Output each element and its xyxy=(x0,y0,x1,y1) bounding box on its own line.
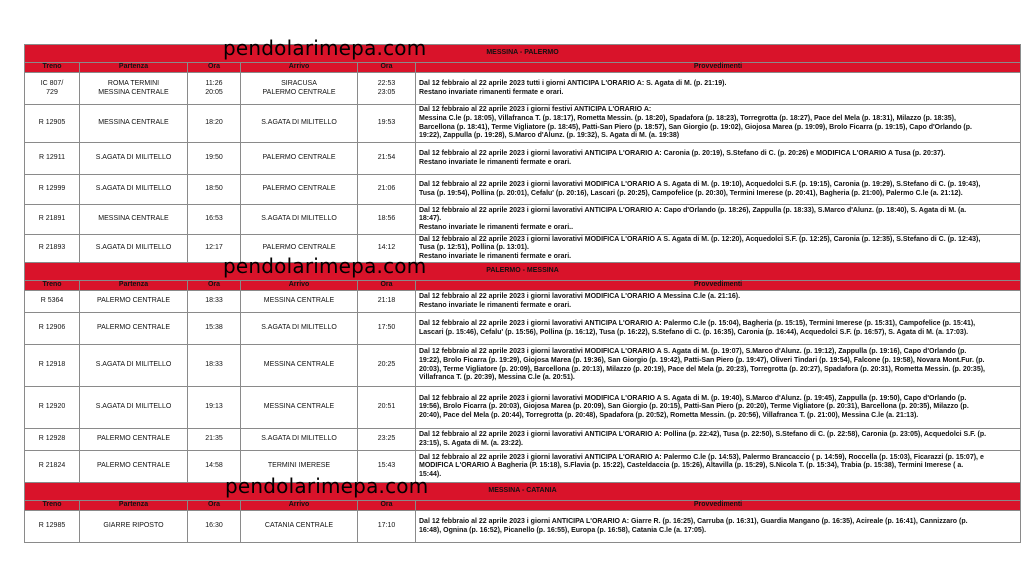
departure-time-cell xyxy=(188,73,241,105)
departure-station-cell xyxy=(80,235,188,263)
table-row xyxy=(25,429,1021,451)
train-number-cell xyxy=(25,451,80,483)
measures-cell xyxy=(416,387,1021,429)
column-header-treno: Treno xyxy=(25,281,80,291)
cell-line: 12:17 xyxy=(205,244,223,252)
cell-line: R 21893 xyxy=(38,244,66,252)
cell-line: 17:10 xyxy=(377,522,396,530)
cell-line: 23:15), S. Agata di M. (a. 23:22). xyxy=(419,439,523,447)
table-row xyxy=(25,105,1021,143)
departure-station-cell xyxy=(80,313,188,345)
column-header-arrivo: Arrivo xyxy=(241,501,358,511)
cell-line: Restano invariate le rimanenti fermate e orari. xyxy=(419,301,572,309)
train-number-cell xyxy=(25,313,80,345)
arrival-station-cell xyxy=(241,387,358,429)
cell-line: Restano invariate le rimanenti fermate e orari.. xyxy=(419,223,574,231)
arrival-station-cell xyxy=(241,205,358,235)
cell-line: R 12928 xyxy=(38,435,66,443)
measures-cell xyxy=(416,175,1021,205)
cell-line: Dal 12 febbraio al 22 aprile 2023 i giorni lavorativi ANTICIPA L'ORARIO A: Palermo C.le (p. 14:53), Palermo Brancaccio ( p. 14:59), Roccella (p. 15:03), Ficarazzi (p. 15:07), e xyxy=(419,453,984,461)
measures-cell xyxy=(416,313,1021,345)
cell-line: MODIFICA L'ORARIO A Bagheria (P. 15:18), S.Flavia (p. 15:22), Casteldaccia (p. 15:26), Altavilla (p. 15:29), S.Nicola T. (p. 15:34), Trabia (p. 15:38), Termini Imerese ( a. xyxy=(419,462,964,470)
train-number-cell xyxy=(25,205,80,235)
cell-line: S.AGATA DI MILITELLO xyxy=(95,361,172,369)
arrival-station-cell xyxy=(241,313,358,345)
cell-line: S.AGATA DI MILITELLO xyxy=(95,154,172,162)
measures-cell xyxy=(416,451,1021,483)
watermark: pendolarimepa.com xyxy=(225,474,429,498)
measures-cell xyxy=(416,105,1021,143)
cell-line: 18:47). xyxy=(419,215,442,223)
cell-line: PALERMO CENTRALE xyxy=(97,462,170,470)
train-number-cell xyxy=(25,175,80,205)
column-header-provvedimenti: Provvedimenti xyxy=(416,501,1021,511)
cell-line: R 5364 xyxy=(40,297,64,305)
cell-line: 729 xyxy=(46,88,58,96)
departure-station-cell xyxy=(80,511,188,543)
cell-line: MESSINA CENTRALE xyxy=(263,297,335,305)
cell-line: Dal 12 febbraio al 22 aprile 2023 i giorni festivi ANTICIPA L'ORARIO A: xyxy=(419,106,652,114)
departure-station-cell xyxy=(80,291,188,313)
cell-line: 19:50 xyxy=(205,154,223,162)
timetable-sheet xyxy=(24,36,1020,543)
column-header-row xyxy=(25,63,1021,73)
cell-line: Dal 12 febbraio al 22 aprile 2023 i giorni lavorativi MODIFICA L'ORARIO A Messina C.le (a. 21:16). xyxy=(419,292,741,300)
cell-line: 11:26 xyxy=(205,79,223,87)
cell-line: PALERMO CENTRALE xyxy=(262,154,336,162)
departure-station-cell xyxy=(80,73,188,105)
cell-line: R 21891 xyxy=(38,215,66,223)
cell-line: 19:53 xyxy=(377,119,396,127)
watermark: pendolarimepa.com xyxy=(223,254,427,278)
cell-line: PALERMO CENTRALE xyxy=(262,185,336,193)
arrival-time-cell xyxy=(358,429,416,451)
departure-station-cell xyxy=(80,451,188,483)
cell-line: MESSINA CENTRALE xyxy=(263,403,335,411)
train-number-cell xyxy=(25,105,80,143)
table-row xyxy=(25,511,1021,543)
cell-line: R 12906 xyxy=(38,324,66,332)
departure-station-cell xyxy=(80,105,188,143)
cell-line: PALERMO CENTRALE xyxy=(262,88,336,96)
cell-line: Dal 12 febbraio al 22 aprile 2023 i giorni lavorativi MODIFICA L'ORARIO A S. Agata di M. (p. 12:20), Acquedolci S.F. (p. 12:25), Caronia (p. 12:35), S.Stefano di C. (p. 12:43), xyxy=(419,235,981,243)
train-number-cell xyxy=(25,429,80,451)
cell-line: SIRACUSA xyxy=(281,79,317,87)
arrival-station-cell xyxy=(241,429,358,451)
arrival-time-cell xyxy=(358,175,416,205)
section-title: MESSINA - PALERMO xyxy=(486,49,559,57)
departure-station-cell xyxy=(80,387,188,429)
cell-line: S.AGATA DI MILITELLO xyxy=(95,185,172,193)
watermark: pendolarimepa.com xyxy=(223,36,427,60)
cell-line: Dal 12 febbraio al 22 aprile 2023 tutti i giorni ANTICIPA L'ORARIO A: S. Agata di M. (p. 21:19). xyxy=(419,79,727,87)
cell-line: Barcellona (p. 18:41), Terme Vigliatore (p. 18:45), Patti-San Piero (p. 18:57), San Giorgio (p. 19:02), Giojosa Marea (p. 19:09), Brolo Ficarra (p. 19:15), Capo d'Orlando (p. xyxy=(419,123,972,131)
arrival-time-cell xyxy=(358,205,416,235)
departure-time-cell xyxy=(188,345,241,387)
cell-line: 15:43 xyxy=(377,462,396,470)
cell-line: Dal 12 febbraio al 22 aprile 2023 i giorni lavorativi ANTICIPA L'ORARIO A: Caronia (p. 20:19), S.Stefano di C. (p. 20:26) e MODIFICA L'ORARIO A Tusa (p. 20:37). xyxy=(419,149,946,157)
cell-line: 19:56), Brolo Ficarra (p. 20:03), Giojosa Marea (p. 20:09), San Giorgio (p. 20:15), Patti-San Piero (p. 20:20), Terme Vigliatore (p. 20:31), Barcellona (p. 20:35), Milazzo (p. xyxy=(419,403,969,411)
cell-line: PALERMO CENTRALE xyxy=(97,297,170,305)
cell-line: Dal 12 febbraio al 22 aprile 2023 i giorni lavorativi ANTICIPA L'ORARIO A: Capo d'Orlando (p. 18:26), Zappulla (p. 18:33), S.Marco d'Alunz. (p. 18:40), S. Agata di M. (a. xyxy=(419,206,967,214)
cell-line: 16:48), Ognina (p. 16:52), Picanello (p. 16:55), Europa (p. 16:58), Catania C.le (a. 17:05). xyxy=(419,526,707,534)
cell-line: 18:20 xyxy=(205,119,223,127)
train-number-cell xyxy=(25,143,80,175)
cell-line: R 12905 xyxy=(38,119,66,127)
cell-line: Dal 12 febbraio al 22 aprile 2023 i giorni lavorativi ANTICIPA L'ORARIO A: Pollina (p. 22:42), Tusa (p. 22:50), S.Stefano di C. (p. 22:58), Caronia (p. 23:05), Acquedolci S.F. (p. xyxy=(419,430,987,438)
column-header-row xyxy=(25,501,1021,511)
departure-time-cell xyxy=(188,313,241,345)
arrival-time-cell xyxy=(358,143,416,175)
cell-line: PALERMO CENTRALE xyxy=(262,244,336,252)
measures-cell xyxy=(416,291,1021,313)
cell-line: IC 807/ xyxy=(40,79,64,87)
departure-time-cell xyxy=(188,291,241,313)
arrival-station-cell xyxy=(241,345,358,387)
arrival-time-cell xyxy=(358,73,416,105)
cell-line: ROMA TERMINI xyxy=(107,79,160,87)
train-number-cell xyxy=(25,511,80,543)
cell-line: Tusa (p. 19:54), Pollina (p. 20:01), Cefalu' (p. 20:16), Lascari (p. 20:25), Campofelice (p. 20:30), Termini Imerese (p. 20:41), Bagheria (p. 21:00), Palermo C.le (a. 21:12). xyxy=(419,189,963,197)
measures-cell xyxy=(416,205,1021,235)
cell-line: PALERMO CENTRALE xyxy=(97,435,170,443)
cell-line: R 12985 xyxy=(38,522,66,530)
cell-line: 14:12 xyxy=(377,244,396,252)
column-header-ora: Ora xyxy=(188,281,241,291)
cell-line: PALERMO CENTRALE xyxy=(97,324,170,332)
train-number-cell xyxy=(25,345,80,387)
column-header-provvedimenti: Provvedimenti xyxy=(416,281,1021,291)
measures-cell xyxy=(416,73,1021,105)
column-header-arrivo: Arrivo xyxy=(241,281,358,291)
arrival-station-cell xyxy=(241,143,358,175)
departure-time-cell xyxy=(188,105,241,143)
cell-line: Restano invariate le rimanenti fermate e orari. xyxy=(419,252,572,260)
cell-line: S.AGATA DI MILITELLO xyxy=(95,244,172,252)
table-row xyxy=(25,387,1021,429)
cell-line: 15:38 xyxy=(205,324,223,332)
train-number-cell xyxy=(25,235,80,263)
cell-line: Dal 12 febbraio al 22 aprile 2023 i giorni lavorativi ANTICIPA L'ORARIO A: Palermo C.le (p. 15:04), Bagheria (p. 15:15), Termini Imerese (p. 15:31), Campofelice (p. 15:41), xyxy=(419,319,976,327)
cell-line: MESSINA CENTRALE xyxy=(98,88,169,96)
table-row xyxy=(25,451,1021,483)
cell-line: 18:33 xyxy=(205,361,223,369)
cell-line: 15:44). xyxy=(419,470,442,478)
cell-line: 18:50 xyxy=(205,185,223,193)
cell-line: 20:05 xyxy=(205,88,223,96)
table-row xyxy=(25,345,1021,387)
train-number-cell xyxy=(25,387,80,429)
arrival-time-cell xyxy=(358,291,416,313)
cell-line: 21:35 xyxy=(205,435,223,443)
arrival-time-cell xyxy=(358,511,416,543)
section-title-cell xyxy=(25,36,1021,63)
measures-cell xyxy=(416,429,1021,451)
arrival-time-cell xyxy=(358,345,416,387)
timetable xyxy=(24,36,1021,543)
cell-line: Dal 12 febbraio al 22 aprile 2023 i giorni lavorativi MODIFICA L'ORARIO A S. Agata di M. (p. 19:07), S.Marco d'Alunz. (p. 19:12), Zappulla (p. 19:16), Capo d'Orlando (p. xyxy=(419,348,967,356)
measures-cell xyxy=(416,511,1021,543)
cell-line: Dal 12 febbraio al 22 aprile 2023 i giorni lavorativi MODIFICA L'ORARIO A S. Agata di M. (p. 19:40), S.Marco d'Alunz. (p. 19:45), Zappulla (p. 19:50), Capo d'Orlando (p. xyxy=(419,394,967,402)
arrival-station-cell xyxy=(241,73,358,105)
cell-line: 21:54 xyxy=(377,154,396,162)
column-header-ora2: Ora xyxy=(358,281,416,291)
departure-time-cell xyxy=(188,511,241,543)
cell-line: 14:58 xyxy=(205,462,223,470)
cell-line: R 12918 xyxy=(38,361,66,369)
departure-station-cell xyxy=(80,143,188,175)
cell-line: Villafranca T. (p. 20:39), Messina C.le (a. 20:51). xyxy=(419,374,575,382)
cell-line: 20:51 xyxy=(377,403,396,411)
cell-line: CATANIA CENTRALE xyxy=(264,522,334,530)
cell-line: Restano invariate le rimanenti fermate e orari. xyxy=(419,158,572,166)
column-header-treno: Treno xyxy=(25,501,80,511)
section-title: PALERMO - MESSINA xyxy=(486,267,559,275)
table-row xyxy=(25,291,1021,313)
cell-line: Messina C.le (p. 18:05), Villafranca T. (p. 18:17), Rometta Messin. (p. 18:20), Spadafora (p. 18:23), Torregrotta (p. 18:27), Pace del Mela (p. 18:31), Milazzo (p. 18:35), xyxy=(419,114,956,122)
departure-time-cell xyxy=(188,205,241,235)
cell-line: S.AGATA DI MILITELLO xyxy=(261,215,337,223)
column-header-treno: Treno xyxy=(25,63,80,73)
departure-time-cell xyxy=(188,387,241,429)
column-header-ora2: Ora xyxy=(358,501,416,511)
column-header-ora: Ora xyxy=(188,501,241,511)
table-row xyxy=(25,235,1021,263)
cell-line: 20:25 xyxy=(377,361,396,369)
cell-line: 18:56 xyxy=(377,215,396,223)
arrival-station-cell xyxy=(241,511,358,543)
measures-cell xyxy=(416,143,1021,175)
section-title: MESSINA - CATANIA xyxy=(488,487,557,495)
cell-line: 23:05 xyxy=(377,88,396,96)
cell-line: MESSINA CENTRALE xyxy=(98,119,169,127)
departure-station-cell xyxy=(80,429,188,451)
measures-cell xyxy=(416,345,1021,387)
cell-line: Tusa (p. 12:51), Pollina (p. 13:01). xyxy=(419,244,529,252)
cell-line: S.AGATA DI MILITELLO xyxy=(95,403,172,411)
table-row xyxy=(25,175,1021,205)
cell-line: S.AGATA DI MILITELLO xyxy=(261,119,337,127)
arrival-time-cell xyxy=(358,105,416,143)
departure-time-cell xyxy=(188,143,241,175)
train-number-cell xyxy=(25,291,80,313)
cell-line: 23:25 xyxy=(377,435,396,443)
cell-line: Dal 12 febbraio al 22 aprile 2023 i giorni ANTICIPA L'ORARIO A: Giarre R. (p. 16:25), Carruba (p. 16:31), Guardia Mangano (p. 16:35), Acireale (p. 16:41), Cannizzaro (p. xyxy=(419,517,968,525)
table-row xyxy=(25,205,1021,235)
cell-line: Dal 12 febbraio al 22 aprile 2023 i giorni lavorativi MODIFICA L'ORARIO A S. Agata di M. (p. 19:10), Acquedolci S.F. (p. 19:15), Caronia (p. 19:29), S.Stefano di C. (p. 19:43), xyxy=(419,180,981,188)
cell-line: 18:33 xyxy=(205,297,223,305)
section-title-row xyxy=(25,45,1021,63)
arrival-time-cell xyxy=(358,387,416,429)
column-header-ora2: Ora xyxy=(358,63,416,73)
cell-line: 22:53 xyxy=(377,79,396,87)
cell-line: S.AGATA DI MILITELLO xyxy=(261,435,337,443)
cell-line: TERMINI IMERESE xyxy=(267,462,331,470)
departure-time-cell xyxy=(188,175,241,205)
column-header-partenza: Partenza xyxy=(80,281,188,291)
arrival-station-cell xyxy=(241,291,358,313)
column-header-arrivo: Arrivo xyxy=(241,63,358,73)
section-title-row xyxy=(25,263,1021,281)
column-header-partenza: Partenza xyxy=(80,63,188,73)
arrival-station-cell xyxy=(241,175,358,205)
column-header-ora: Ora xyxy=(188,63,241,73)
departure-station-cell xyxy=(80,345,188,387)
cell-line: 20:03), Terme Vigliatore (p. 20:09), Barcellona (p. 20:13), Milazzo (p. 20:19), Pace del Mela (p. 20:23), Torregrotta (p. 20:27), Spadafora (p. 20:31), Rometta Messin. (p. 20:35), xyxy=(419,365,985,373)
measures-cell xyxy=(416,235,1021,263)
cell-line: R 12999 xyxy=(38,185,66,193)
cell-line: S.AGATA DI MILITELLO xyxy=(261,324,337,332)
table-row xyxy=(25,143,1021,175)
cell-line: 16:30 xyxy=(205,522,223,530)
cell-line: 17:50 xyxy=(377,324,396,332)
departure-station-cell xyxy=(80,175,188,205)
column-header-provvedimenti: Provvedimenti xyxy=(416,63,1021,73)
column-header-partenza: Partenza xyxy=(80,501,188,511)
cell-line: 20:40), Pace del Mela (p. 20:44), Torregrotta (p. 20:48), Spadafora (p. 20:52), Rometta Messin. (p. 20:56), Villafranca T. (p. 21:00), Messina C.le (a. 21:13). xyxy=(419,411,919,419)
cell-line: MESSINA CENTRALE xyxy=(98,215,169,223)
cell-line: Restano invariate rimanenti fermate e orari. xyxy=(419,88,564,96)
cell-line: 19:13 xyxy=(205,403,223,411)
cell-line: 19:22), Zappulla (p. 19:28), S.Marco d'Alunz. (p. 19:32), S. Agata di M. (a. 19:38) xyxy=(419,132,680,140)
departure-time-cell xyxy=(188,429,241,451)
departure-station-cell xyxy=(80,205,188,235)
column-header-row xyxy=(25,281,1021,291)
cell-line: R 21824 xyxy=(38,462,66,470)
cell-line: MESSINA CENTRALE xyxy=(263,361,335,369)
cell-line: 21:06 xyxy=(377,185,396,193)
cell-line: Lascari (p. 15:46), Cefalu' (p. 15:56), Pollina (p. 16:12), Tusa (p. 16:22), S.Stefano di C. (p. 16:35), Caronia (p. 16:44), Acquedolci S.F. (p. 16:57), S. Agata di M. (a. 17:03). xyxy=(419,328,969,336)
section-title-row xyxy=(25,483,1021,501)
table-row xyxy=(25,73,1021,105)
cell-line: R 12920 xyxy=(38,403,66,411)
cell-line: GIARRE RIPOSTO xyxy=(103,522,164,530)
cell-line: 21:18 xyxy=(377,297,396,305)
cell-line: 16:53 xyxy=(205,215,223,223)
table-row xyxy=(25,313,1021,345)
arrival-station-cell xyxy=(241,105,358,143)
arrival-time-cell xyxy=(358,313,416,345)
cell-line: 19:22), Brolo Ficarra (p. 19:29), Giojosa Marea (p. 19:36), San Giorgio (p. 19:42), Patti-San Piero (p. 19:47), Oliveri Tindari (p. 19:54), Falcone (p. 19:58), Novara Mont.Fur. (p. xyxy=(419,356,985,364)
cell-line: R 12911 xyxy=(39,154,65,162)
train-number-cell xyxy=(25,73,80,105)
